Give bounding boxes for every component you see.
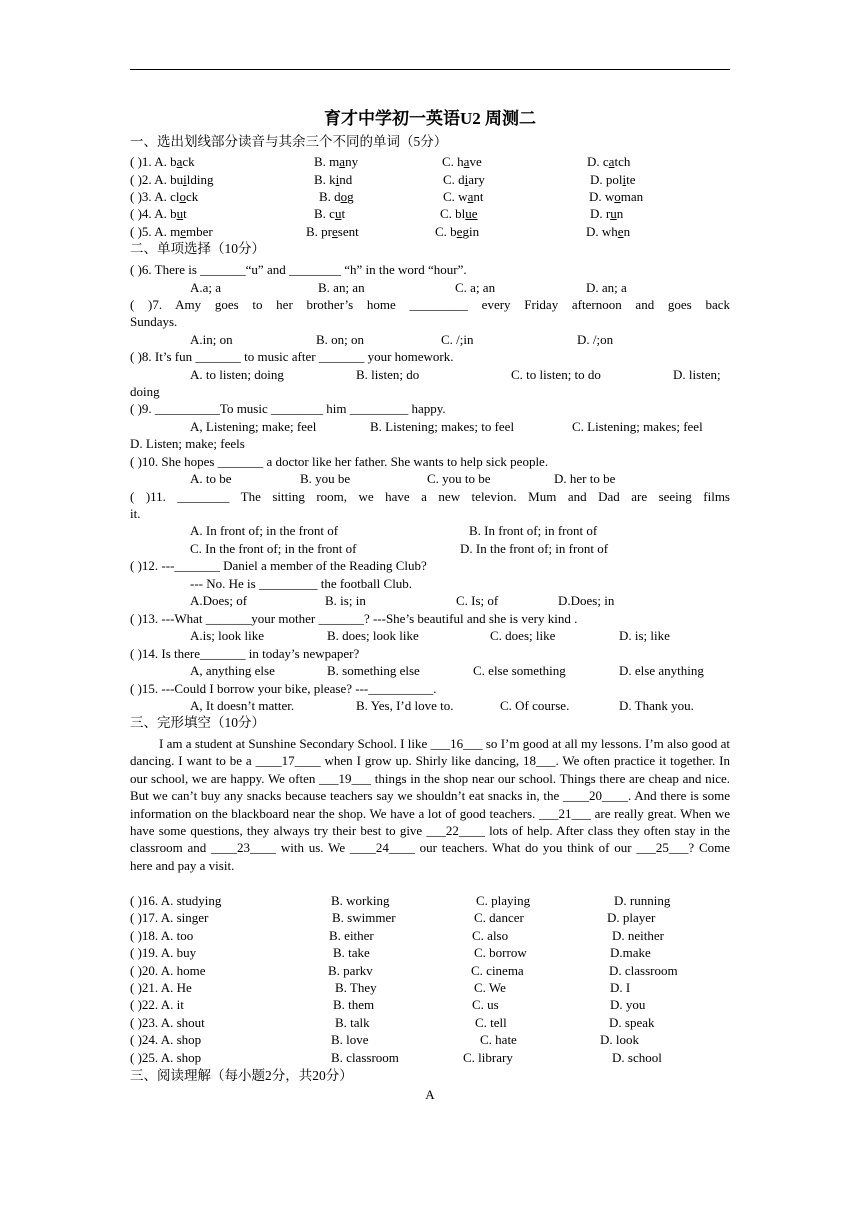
q6-option-c: C. a; an: [455, 280, 496, 295]
q12-option-b: B. is; in: [325, 593, 366, 608]
question-9: ( )9. __________To music ________ him _________ happy.: [130, 401, 446, 416]
cloze-q17-option-a: ( )17. A. singer: [130, 910, 209, 926]
cloze-q25-option-d: D. school: [612, 1049, 662, 1065]
q8-option-d-cont: doing: [130, 384, 160, 399]
question-12-answer: --- No. He is _________ the football Club.: [190, 576, 413, 591]
phonics-q3-option-b: B. dog: [319, 189, 354, 204]
section-3-heading: 三、完形填空（10分）: [130, 715, 265, 730]
q15-option-c: C. Of course.: [500, 698, 570, 713]
q10-option-c: C. you to be: [427, 471, 491, 486]
cloze-q25-option-b: B. classroom: [331, 1049, 399, 1065]
phonics-q5-option-a: ( )5. A. member: [130, 224, 213, 239]
section-2-heading: 二、单项选择（10分）: [130, 241, 265, 256]
phonics-q3-option-c: C. want: [443, 189, 484, 204]
q13-option-b: B. does; look like: [327, 628, 419, 643]
q8-option-c: C. to listen; to do: [511, 367, 601, 382]
q15-option-b: B. Yes, I’d love to.: [356, 698, 454, 713]
cloze-q18-option-a: ( )18. A. too: [130, 927, 194, 943]
cloze-q23-option-c: C. tell: [475, 1014, 507, 1030]
cloze-q19-option-b: B. take: [333, 945, 370, 961]
q8-option-d: D. listen;: [673, 367, 721, 382]
cloze-q24-option-b: B. love: [331, 1032, 369, 1048]
q10-option-d: D. her to be: [554, 471, 616, 486]
page-title: 育才中学初一英语U2 周测二: [323, 109, 537, 128]
q7-option-a: A.in; on: [190, 332, 233, 347]
cloze-q23-option-d: D. speak: [609, 1014, 655, 1030]
q12-option-d: D.Does; in: [558, 593, 615, 608]
phonics-q4-option-a: ( )4. A. but: [130, 206, 187, 221]
q14-option-a: A, anything else: [190, 663, 275, 678]
phonics-q4-option-b: B. cut: [314, 206, 346, 221]
cloze-q21-option-a: ( )21. A. He: [130, 980, 192, 995]
cloze-q17-option-c: C. dancer: [474, 910, 524, 926]
cloze-q21-option-b: B. They: [335, 980, 377, 995]
cloze-q22-option-c: C. us: [472, 997, 499, 1013]
section-1-heading: 一、选出划线部分读音与其余三个不同的单词（5分）: [130, 134, 448, 149]
cloze-q25-option-c: C. library: [463, 1049, 513, 1065]
q14-option-b: B. something else: [327, 663, 420, 678]
passage-label-a: A: [425, 1087, 435, 1102]
cloze-q19-option-a: ( )19. A. buy: [130, 945, 197, 961]
q9-option-c: C. Listening; makes; feel: [572, 419, 703, 434]
cloze-q16-option-a: ( )16. A. studying: [130, 893, 222, 908]
section-4-heading: 三、阅读理解（每小题2分，共20分）: [130, 1068, 353, 1083]
phonics-q2-option-b: B. kind: [314, 172, 353, 187]
cloze-q22-option-d: D. you: [610, 997, 646, 1013]
cloze-q23-option-b: B. talk: [335, 1014, 370, 1030]
q10-option-a: A. to be: [190, 471, 232, 486]
phonics-q1-option-c: C. have: [442, 154, 482, 169]
question-15: ( )15. ---Could I borrow your bike, please? ---__________.: [130, 681, 437, 696]
q11-option-b: B. In front of; in front of: [469, 523, 598, 538]
question-11-cont: it.: [130, 506, 141, 521]
phonics-q4-option-d: D. run: [590, 206, 624, 221]
q11-option-c: C. In the front of; in the front of: [190, 541, 357, 556]
q13-option-a: A.is; look like: [190, 628, 265, 643]
phonics-q1-option-a: ( )1. A. back: [130, 154, 195, 169]
cloze-q25-option-a: ( )25. A. shop: [130, 1049, 202, 1065]
phonics-q2-option-d: D. polite: [590, 172, 636, 187]
q13-option-d: D. is; like: [619, 628, 670, 643]
q11-option-a: A. In front of; in the front of: [190, 523, 339, 538]
phonics-q2-option-a: ( )2. A. building: [130, 172, 214, 187]
q15-option-a: A, It doesn’t matter.: [190, 698, 295, 713]
q10-option-b: B. you be: [300, 471, 351, 486]
cloze-q24-option-a: ( )24. A. shop: [130, 1032, 202, 1048]
q8-option-a: A. to listen; doing: [190, 367, 284, 382]
q12-option-a: A.Does; of: [190, 593, 248, 608]
question-14: ( )14. Is there_______ in today’s newpaper?: [130, 646, 360, 661]
cloze-q20-option-c: C. cinema: [471, 962, 524, 978]
cloze-q16-option-b: B. working: [331, 893, 390, 908]
cloze-q17-option-b: B. swimmer: [332, 910, 396, 926]
phonics-q5-option-c: C. begin: [435, 224, 480, 239]
phonics-q4-option-c: C. blue: [440, 206, 478, 221]
phonics-q2-option-c: C. diary: [443, 172, 485, 187]
cloze-q16-option-c: C. playing: [476, 893, 531, 908]
cloze-q18-option-c: C. also: [472, 927, 509, 943]
q11-option-d: D. In the front of; in front of: [460, 541, 609, 556]
question-13: ( )13. ---What _______your mother _______? ---She’s beautiful and she is very kind .: [130, 611, 578, 626]
question-7-cont: Sundays.: [130, 314, 178, 329]
q7-option-c: C. /;in: [441, 332, 474, 347]
cloze-q23-option-a: ( )23. A. shout: [130, 1014, 205, 1030]
question-8: ( )8. It’s fun _______ to music after _______ your homework.: [130, 349, 454, 364]
cloze-q20-option-a: ( )20. A. home: [130, 962, 206, 978]
q6-option-a: A.a; a: [190, 280, 222, 295]
q9-option-a: A, Listening; make; feel: [190, 419, 317, 434]
q6-option-d: D. an; a: [586, 280, 627, 295]
question-12: ( )12. ---_______ Daniel a member of the Reading Club?: [130, 558, 427, 573]
q9-option-d: D. Listen; make; feels: [130, 436, 245, 451]
q7-option-d: D. /;on: [577, 332, 614, 347]
q14-option-c: C. else something: [473, 663, 566, 678]
cloze-q20-option-d: D. classroom: [609, 962, 678, 978]
phonics-q5-option-d: D. when: [586, 224, 631, 239]
cloze-q24-option-d: D. look: [600, 1032, 639, 1048]
phonics-q3-option-d: D. woman: [589, 189, 644, 204]
cloze-q17-option-d: D. player: [607, 910, 656, 926]
q13-option-c: C. does; like: [490, 628, 556, 643]
q8-option-b: B. listen; do: [356, 367, 420, 382]
cloze-passage: I am a student at Sunshine Secondary School. I like ___16___ so I’m good at all my lessons. I’m also good at dancing. I want to be a ____17____ when I grow up. Shirly like dancing, 18___. We often practice it together. In our school, we are happy. We often ___19___ things in the shop near our school. Things there are cheap and nice. But we can’t buy any snacks because teachers say we shouldn’t eat snacks in, the ____20____. And there is some information on the blackboard near the shop. We have a lot of good teachers. ___21___ are really great. When we have some questions, they always try their best to give ___22____ lots of help. After class they often stay in the classroom and ____23____ with us. We ____24____ our teachers. What do you think of our ___25___? Come here and pay a visit.: [130, 736, 730, 873]
cloze-q19-option-d: D.make: [610, 945, 651, 961]
q9-option-b: B. Listening; makes; to feel: [370, 419, 515, 434]
question-10: ( )10. She hopes _______ a doctor like her father. She wants to help sick people.: [130, 454, 549, 469]
cloze-q18-option-b: B. either: [329, 927, 374, 943]
question-6: ( )6. There is _______“u” and ________ “h” in the word “hour”.: [130, 262, 467, 277]
cloze-q16-option-d: D. running: [614, 893, 671, 908]
phonics-q3-option-a: ( )3. A. clock: [130, 189, 199, 204]
cloze-q21-option-d: D. I: [610, 980, 631, 995]
question-7: ( )7. Amy goes to her brother’s home _________ every Friday afternoon and goes back: [130, 297, 730, 312]
question-11: ( )11. ________ The sitting room, we have a new televion. Mum and Dad are seeing films: [130, 489, 730, 504]
phonics-q1-option-b: B. many: [314, 154, 359, 169]
cloze-q18-option-d: D. neither: [612, 927, 664, 943]
q15-option-d: D. Thank you.: [619, 698, 694, 713]
cloze-q22-option-b: B. them: [333, 997, 375, 1013]
phonics-q1-option-d: D. catch: [587, 154, 631, 169]
q6-option-b: B. an; an: [318, 280, 365, 295]
cloze-q21-option-c: C. We: [474, 980, 506, 995]
cloze-q19-option-c: C. borrow: [474, 945, 527, 961]
cloze-q20-option-b: B. parkv: [328, 962, 373, 978]
q7-option-b: B. on; on: [316, 332, 365, 347]
phonics-q5-option-b: B. present: [306, 224, 359, 239]
q12-option-c: C. Is; of: [456, 593, 499, 608]
header-rule: [130, 69, 730, 70]
q14-option-d: D. else anything: [619, 663, 704, 678]
cloze-q22-option-a: ( )22. A. it: [130, 997, 184, 1013]
cloze-q24-option-c: C. hate: [480, 1032, 517, 1048]
